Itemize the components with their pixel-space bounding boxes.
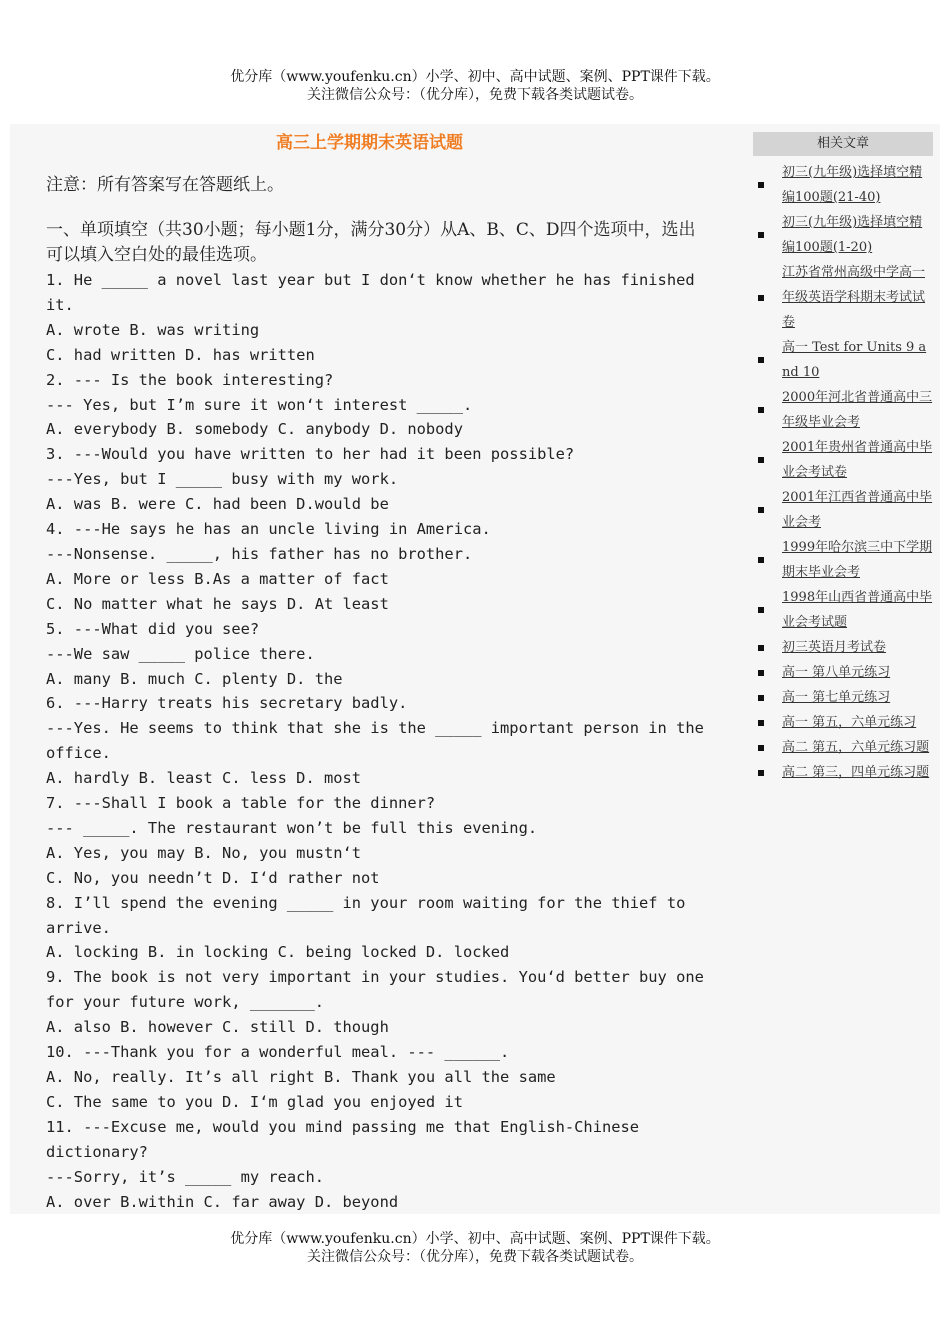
question-line: A. hardly B. least C. less D. most: [46, 769, 362, 788]
site-banner-top: [0, 68, 950, 104]
bullet-icon: [758, 670, 764, 676]
bullet-icon: [758, 457, 764, 463]
related-article-item: [753, 635, 933, 660]
related-article-link[interactable]: 2000年河北省普通高中三年级毕业会考: [782, 390, 933, 430]
question-list: [46, 268, 726, 1214]
question-line: 5. ---What did you see?: [46, 619, 260, 638]
question-line: ---Yes. He seems to think that she is the _____ important person in the office.: [46, 719, 714, 763]
related-article-link[interactable]: 高二 第三，四单元练习题: [782, 765, 930, 780]
related-article-link[interactable]: 1998年山西省普通高中毕业会考试题: [782, 590, 933, 630]
question-line: 9. The book is not very important in your studies. You‘d better buy one for your future work, _______.: [46, 968, 714, 1012]
question-line: A. everybody B. somebody C. anybody D. nobody: [46, 420, 463, 439]
question-line: ---We saw _____ police there.: [46, 644, 315, 663]
related-article-item: [753, 385, 933, 435]
question-line: A. locking B. in locking C. being locked D. locked: [46, 943, 510, 962]
related-article-link[interactable]: 初三(九年级)选择填空精编100题(1-20): [782, 215, 923, 255]
site-banner-bottom: [0, 1230, 950, 1266]
question-line: A. Yes, you may B. No, you mustn‘t: [46, 843, 362, 862]
related-article-item: [753, 335, 933, 385]
related-article-link[interactable]: 初三英语月考试卷: [782, 640, 887, 655]
question-line: C. No, you needn’t D. I‘d rather not: [46, 868, 380, 887]
related-article-item: [753, 435, 933, 485]
bullet-icon: [758, 182, 764, 188]
question-line: 6. ---Harry treats his secretary badly.: [46, 694, 408, 713]
question-line: 1. He _____ a novel last year but I don‘t know whether he has finished it.: [46, 271, 704, 314]
related-article-item: [753, 210, 933, 260]
question-line: C. No matter what he says D. At least: [46, 594, 389, 613]
question-line: 4. ---He says he has an uncle living in America.: [46, 520, 491, 539]
related-articles-sidebar: [753, 132, 933, 785]
question-line: 11. ---Excuse me, would you mind passing me that English-Chinese dictionary?: [46, 1117, 649, 1161]
question-line: A. over B.within C. far away D. beyond: [46, 1192, 399, 1211]
sidebar-header: 相关文章: [753, 132, 933, 156]
related-article-item: [753, 160, 933, 210]
question-line: A. No, really. It’s all right B. Thank you all the same: [46, 1068, 556, 1086]
question-line: ---Nonsense. _____, his father has no brother.: [46, 544, 473, 563]
bullet-icon: [758, 745, 764, 751]
related-articles-list: [753, 160, 933, 785]
question-line: 10. ---Thank you for a wonderful meal. --- ______.: [46, 1043, 510, 1062]
bullet-icon: [758, 407, 764, 413]
related-article-item: [753, 760, 933, 785]
question-line: --- _____. The restaurant won’t be full this evening.: [46, 818, 538, 837]
bullet-icon: [758, 607, 764, 613]
question-line: A. many B. much C. plenty D. the: [46, 669, 343, 688]
document-page: [10, 124, 940, 1214]
bullet-icon: [758, 645, 764, 651]
related-article-link[interactable]: 2001年贵州省普通高中毕业会考试卷: [782, 440, 933, 480]
related-article-item: [753, 585, 933, 635]
related-article-item: [753, 735, 933, 760]
related-article-link[interactable]: 江苏省常州高级中学高一年级英语学科期末考试试卷: [782, 265, 926, 330]
banner-line-1: 优分库（www.youfenku.cn）小学、初中、高中试题、案例、PPT课件下载。: [230, 69, 720, 85]
document-title: 高三上学期期末英语试题: [276, 133, 463, 153]
related-article-item: [753, 485, 933, 535]
banner-line-2: 关注微信公众号：（优分库），免费下载各类试题试卷。: [307, 1249, 643, 1265]
related-article-item: [753, 260, 933, 335]
question-line: 8. I’ll spend the evening _____ in your room waiting for the thief to arrive.: [46, 893, 695, 937]
notice-text: 注意：所有答案写在答题纸上。: [46, 175, 284, 195]
section-heading: 一、单项填空（共30小题；每小题1分，满分30分）从A、B、C、D四个选项中，选出可以填入空白处的最佳选项。: [46, 220, 696, 265]
related-article-item: [753, 710, 933, 735]
bullet-icon: [758, 557, 764, 563]
related-article-item: [753, 685, 933, 710]
question-line: ---Sorry, it’s _____ my reach.: [46, 1167, 324, 1186]
related-article-link[interactable]: 2001年江西省普通高中毕业会考: [782, 490, 933, 530]
related-article-link[interactable]: 高二 第五，六单元练习题: [782, 740, 930, 755]
question-line: A. More or less B.As a matter of fact: [46, 569, 389, 588]
bullet-icon: [758, 695, 764, 701]
banner-line-1: 优分库（www.youfenku.cn）小学、初中、高中试题、案例、PPT课件下载。: [230, 1231, 720, 1247]
bullet-icon: [758, 720, 764, 726]
related-article-link[interactable]: 1999年哈尔滨三中下学期期末毕业会考: [782, 540, 933, 580]
question-line: C. The same to you D. I‘m glad you enjoyed it: [46, 1092, 463, 1111]
related-article-item: [753, 660, 933, 685]
question-line: A. also B. however C. still D. though: [46, 1018, 389, 1037]
bullet-icon: [758, 295, 764, 301]
banner-line-2: 关注微信公众号：（优分库），免费下载各类试题试卷。: [307, 87, 643, 103]
question-line: 2. --- Is the book interesting?: [46, 370, 334, 389]
question-line: A. was B. were C. had been D.would be: [46, 495, 389, 514]
related-article-link[interactable]: 高一 第八单元练习: [782, 665, 891, 680]
question-line: --- Yes, but I’m sure it won‘t interest _____.: [46, 395, 473, 414]
related-article-item: [753, 535, 933, 585]
bullet-icon: [758, 357, 764, 363]
bullet-icon: [758, 770, 764, 776]
bullet-icon: [758, 507, 764, 513]
question-line: 3. ---Would you have written to her had it been possible?: [46, 445, 575, 464]
question-line: 7. ---Shall I book a table for the dinner?: [46, 794, 436, 813]
related-article-link[interactable]: 高一 第七单元练习: [782, 690, 891, 705]
related-article-link[interactable]: 高一 第五，六单元练习: [782, 715, 917, 730]
related-article-link[interactable]: 初三(九年级)选择填空精编100题(21-40): [782, 165, 923, 205]
question-line: ---Yes, but I _____ busy with my work.: [46, 470, 399, 489]
question-line: C. had written D. has written: [46, 345, 315, 364]
related-article-link[interactable]: 高一 Test for Units 9 and 10: [782, 340, 927, 380]
bullet-icon: [758, 232, 764, 238]
question-line: A. wrote B. was writing: [46, 320, 260, 339]
